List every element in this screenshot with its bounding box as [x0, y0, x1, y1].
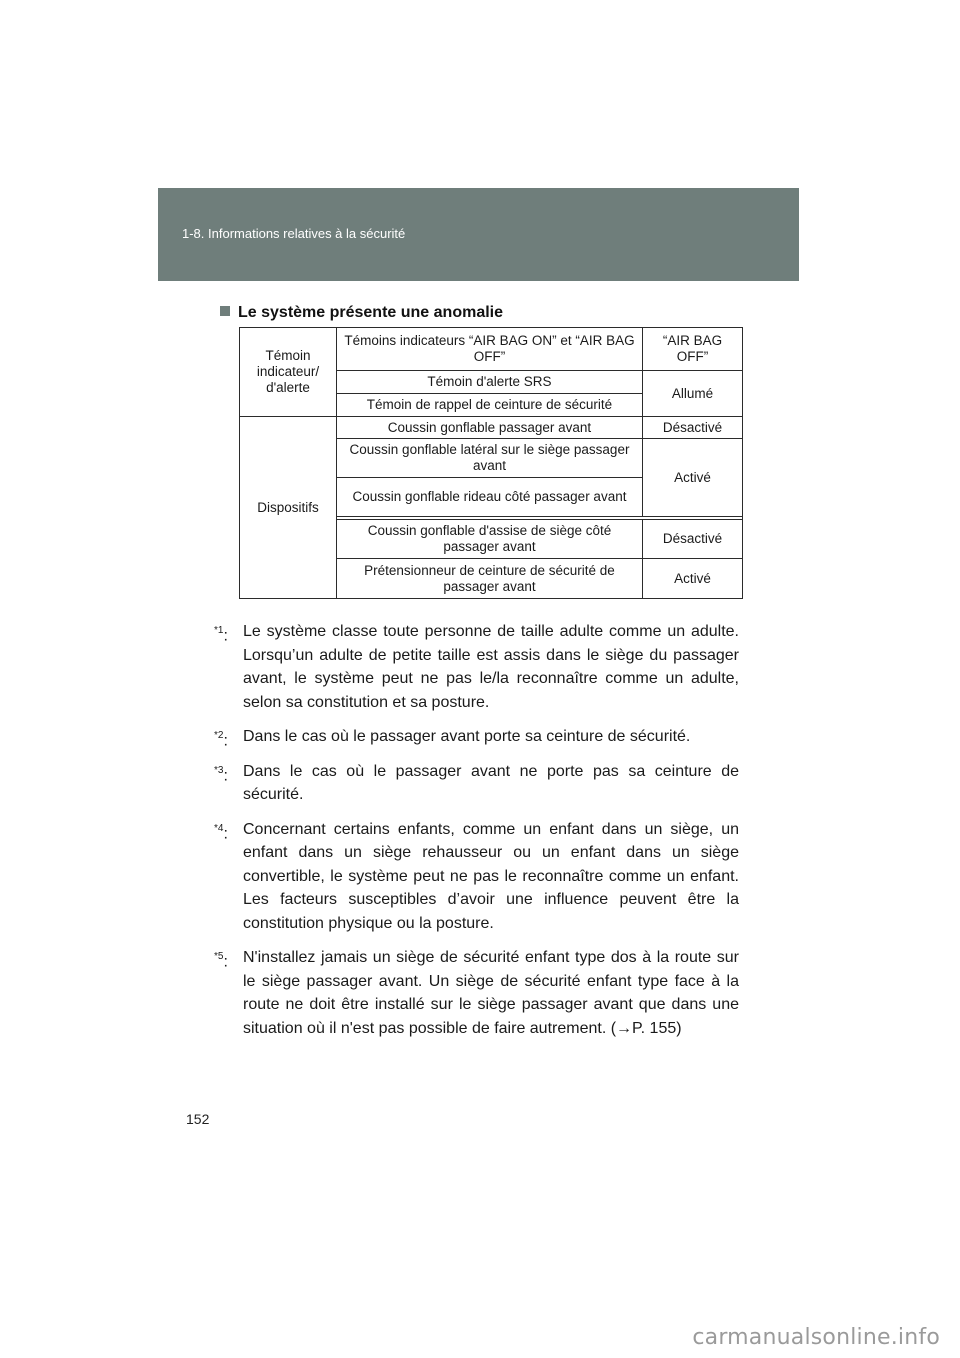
device-status: Activé	[643, 439, 743, 517]
indicator-row-value: “AIR BAG OFF”	[643, 328, 743, 371]
footnote-marker: $^{*1}$:	[214, 625, 228, 645]
page-number: 152	[186, 1111, 210, 1127]
devices-label: Dispositifs	[240, 417, 337, 599]
footnotes	[214, 620, 739, 1051]
section-title: Le système présente une anomalie	[238, 304, 503, 321]
indicator-label-cell: Témoin indicateur/ d'alerte	[240, 328, 337, 417]
footnote-marker: $^{*5}$:	[214, 951, 228, 971]
footnote	[214, 818, 739, 936]
device-status: Activé	[643, 559, 743, 599]
footnote-text: Le système classe toute personne de taille adulte comme un adulte. Lorsqu’un adulte de petite taille est assis dans le siège du passager avant, le système peut ne pas le/la reconnaître comme un adulte, selon sa constitution et sa posture.	[243, 623, 739, 711]
srs-label: Témoin d'alerte SRS	[337, 371, 643, 394]
square-bullet-icon	[220, 306, 230, 316]
table-row	[240, 328, 743, 371]
lamps-value: Allumé	[643, 371, 743, 417]
belt-reminder-label: Témoin de rappel de ceinture de sécurité	[337, 394, 643, 417]
table-row	[240, 417, 743, 439]
footnote-marker: $^{*3}$:	[214, 764, 228, 784]
device-name: Coussin gonflable passager avant	[337, 417, 643, 439]
airbag-status-table	[239, 327, 743, 599]
footnote	[214, 620, 739, 714]
chapter-title: 1-8. Informations relatives à la sécurité	[182, 226, 406, 241]
footnote-marker: $^{*2}$:	[214, 730, 228, 750]
device-name: Prétensionneur de ceinture de sécurité de passager avant	[337, 559, 643, 599]
device-name: Coussin gonflable rideau côté passager avant	[337, 478, 643, 517]
footnote-text: N'installez jamais un siège de sécurité enfant type dos à la route sur le siège passager avant. Un siège de sécurité enfant type face à la route ne doit être installé sur le siège passager avant que dans une situation où il n'est pas possible de faire autrement. (→P. 155)	[243, 949, 739, 1037]
device-status: Désactivé	[643, 417, 743, 439]
footnote	[214, 725, 739, 749]
chapter-header	[158, 188, 799, 281]
footnote-text: Dans le cas où le passager avant ne porte pas sa ceinture de sécurité.	[243, 762, 739, 803]
footnote-marker: $^{*4}$:	[214, 822, 228, 842]
footnote	[214, 760, 739, 807]
device-status: Désactivé	[643, 520, 743, 559]
footnote-text: Concernant certains enfants, comme un enfant dans un siège, un enfant dans un siège rehausseur ou un enfant dans un siège convertible, le système peut ne pas le reconnaître comme un enfant. Les facteurs susceptibles d’avoir une influence peuvent être la constitution physique ou la posture.	[243, 820, 739, 932]
section-heading	[220, 304, 503, 322]
footnote	[214, 946, 739, 1040]
watermark: carmanualsonline.info	[692, 1325, 940, 1350]
device-name: Coussin gonflable d'assise de siège côté passager avant	[337, 520, 643, 559]
indicator-row-label: Témoins indicateurs “AIR BAG ON” et “AIR BAG OFF”	[337, 328, 643, 371]
device-name: Coussin gonflable latéral sur le siège passager avant	[337, 439, 643, 478]
footnote-text: Dans le cas où le passager avant porte sa ceinture de sécurité.	[243, 728, 691, 745]
